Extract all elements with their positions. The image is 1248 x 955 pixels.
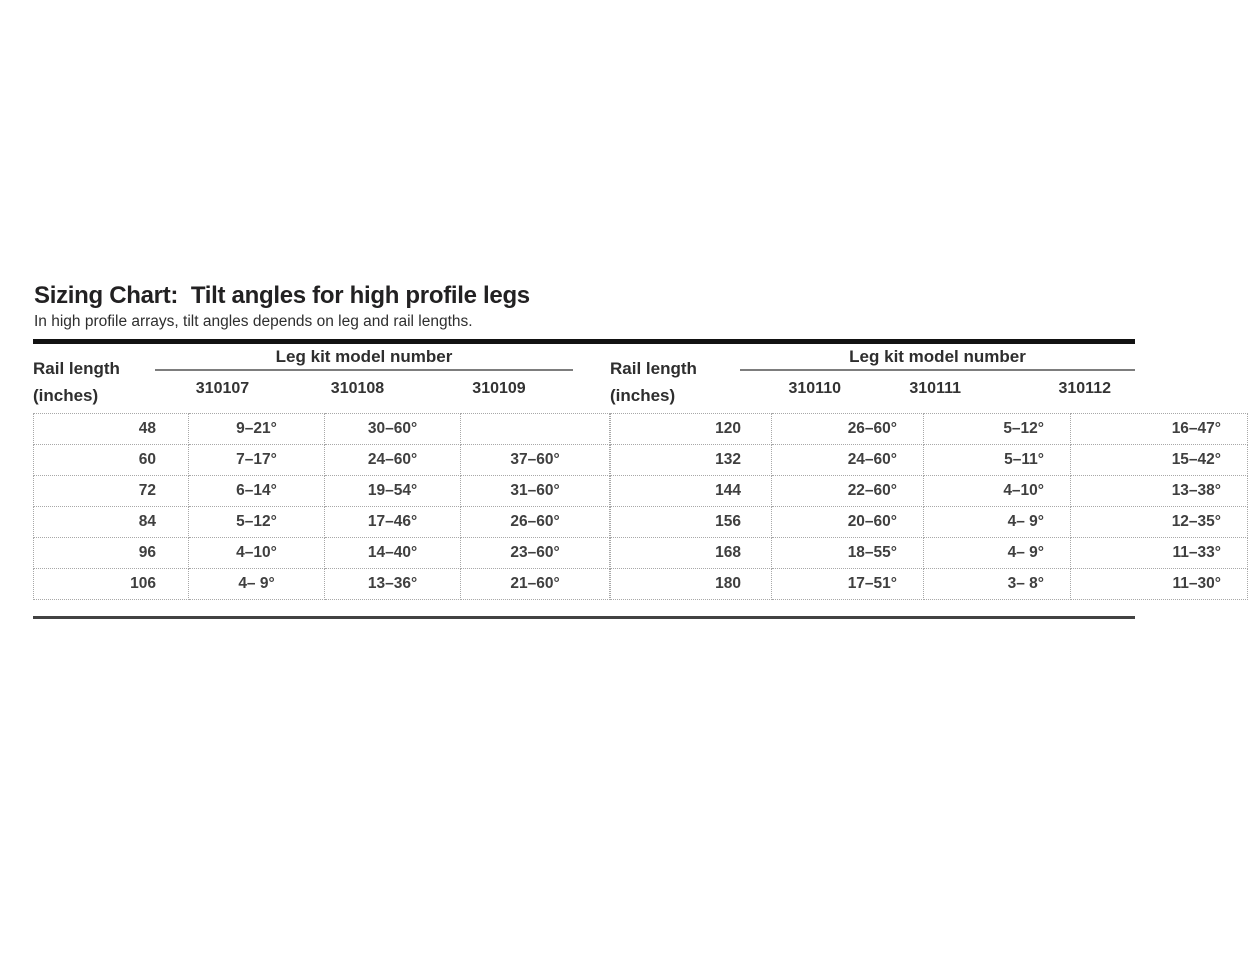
rail-cell: 132 [611, 445, 772, 476]
angle-cell: 24–60° [772, 445, 924, 476]
page-title: Sizing Chart: Tilt angles for high profile legs [34, 282, 530, 309]
table-row [611, 507, 1248, 538]
angle-cell: 17–46° [325, 507, 461, 538]
table-row [34, 538, 610, 569]
leg-kit-group [740, 344, 1135, 413]
table-row [611, 445, 1248, 476]
table-header-left [33, 344, 573, 413]
table-row [34, 414, 610, 445]
rail-cell: 72 [34, 476, 189, 507]
angle-cell: 4– 9° [924, 507, 1071, 538]
tilt-angle-table-right [610, 413, 1248, 600]
model-number: 310111 [909, 380, 961, 397]
angle-cell: 18–55° [772, 538, 924, 569]
rail-cell: 84 [34, 507, 189, 538]
angle-cell: 4– 9° [189, 569, 325, 600]
angle-cell: 13–36° [325, 569, 461, 600]
bottom-rule [33, 616, 1135, 619]
rail-cell: 168 [611, 538, 772, 569]
rail-cell: 48 [34, 414, 189, 445]
angle-cell: 20–60° [772, 507, 924, 538]
angle-cell: 24–60° [325, 445, 461, 476]
angle-cell: 14–40° [325, 538, 461, 569]
angle-cell: 4–10° [924, 476, 1071, 507]
table-row [34, 507, 610, 538]
angle-cell: 26–60° [772, 414, 924, 445]
rail-length-header [33, 344, 155, 413]
table-row [611, 476, 1248, 507]
angle-cell: 21–60° [461, 569, 610, 600]
model-number: 310112 [1058, 380, 1111, 397]
angle-cell: 13–38° [1071, 476, 1248, 507]
sizing-table-left [33, 344, 573, 600]
table-header-right [610, 344, 1135, 413]
angle-cell: 5–11° [924, 445, 1071, 476]
angle-cell: 12–35° [1071, 507, 1248, 538]
angle-cell: 22–60° [772, 476, 924, 507]
rail-cell: 156 [611, 507, 772, 538]
angle-cell: 9–21° [189, 414, 325, 445]
angle-cell: 16–47° [1071, 414, 1248, 445]
model-number: 310107 [195, 380, 250, 397]
angle-cell: 4– 9° [924, 538, 1071, 569]
angle-cell: 11–30° [1071, 569, 1248, 600]
tables-row [33, 344, 1221, 600]
angle-cell: 11–33° [1071, 538, 1248, 569]
rail-length-unit: (inches) [33, 386, 99, 405]
rail-cell: 106 [34, 569, 189, 600]
angle-cell: 17–51° [772, 569, 924, 600]
model-number: 310108 [330, 380, 385, 397]
table-row [34, 569, 610, 600]
model-numbers [155, 380, 573, 398]
leg-kit-group-title: Leg kit model number [849, 347, 1026, 366]
angle-cell: 5–12° [924, 414, 1071, 445]
angle-cell: 15–42° [1071, 445, 1248, 476]
page-subtitle: In high profile arrays, tilt angles depends on leg and rail lengths. [34, 313, 473, 330]
leg-kit-group-title: Leg kit model number [275, 347, 453, 366]
angle-cell: 6–14° [189, 476, 325, 507]
angle-cell: 30–60° [325, 414, 461, 445]
rail-cell: 180 [611, 569, 772, 600]
table-row [611, 414, 1248, 445]
rail-cell: 120 [611, 414, 772, 445]
table-row [611, 569, 1248, 600]
angle-cell: 23–60° [461, 538, 610, 569]
content-area [33, 0, 1221, 955]
angle-cell: 5–12° [189, 507, 325, 538]
tilt-angle-table-left [33, 413, 610, 600]
table-row [611, 538, 1248, 569]
rail-cell: 96 [34, 538, 189, 569]
angle-cell [461, 414, 610, 445]
table-row [34, 476, 610, 507]
rail-length-label: Rail length [610, 359, 697, 378]
angle-cell: 37–60° [461, 445, 610, 476]
rail-cell: 144 [611, 476, 772, 507]
angle-cell: 31–60° [461, 476, 610, 507]
group-underline [740, 369, 1135, 371]
model-numbers [740, 380, 1135, 398]
angle-cell: 19–54° [325, 476, 461, 507]
angle-cell: 7–17° [189, 445, 325, 476]
rail-length-header [610, 344, 740, 413]
table-row [34, 445, 610, 476]
rail-length-label: Rail length [33, 359, 120, 378]
sizing-table-right [610, 344, 1221, 600]
angle-cell: 3– 8° [924, 569, 1071, 600]
group-underline [155, 369, 573, 371]
rail-cell: 60 [34, 445, 189, 476]
model-number: 310110 [788, 380, 841, 397]
angle-cell: 26–60° [461, 507, 610, 538]
model-number: 310109 [472, 380, 526, 397]
rail-length-unit: (inches) [610, 386, 676, 405]
leg-kit-group [155, 344, 573, 413]
angle-cell: 4–10° [189, 538, 325, 569]
